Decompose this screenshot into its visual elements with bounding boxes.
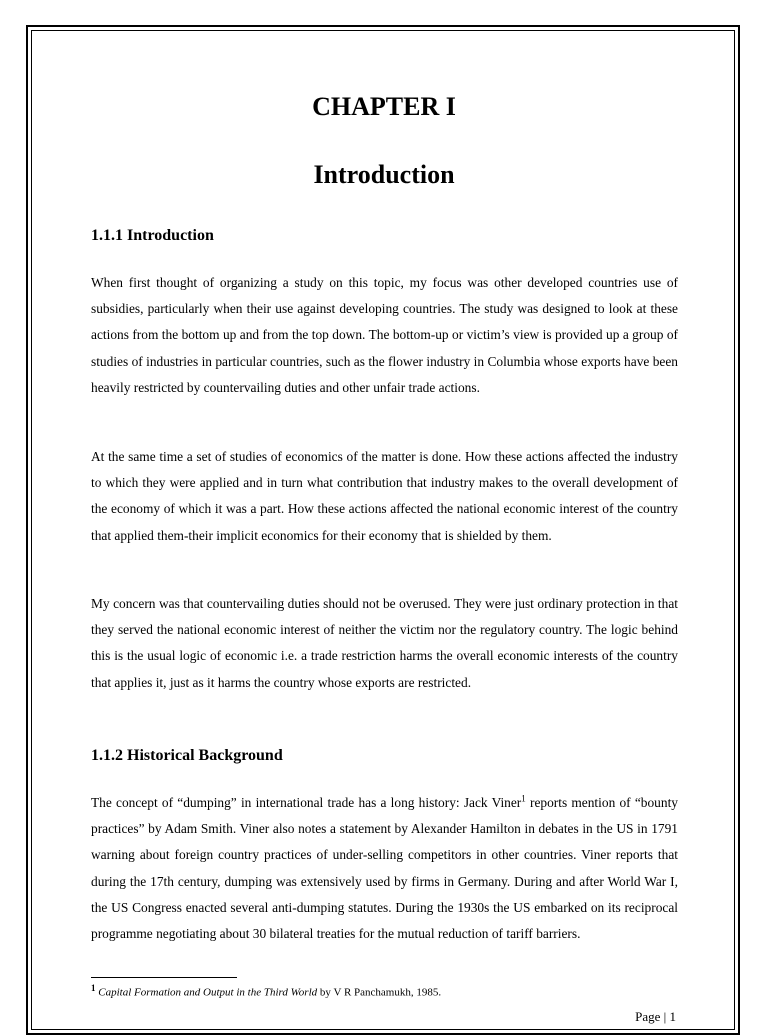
section-heading-historical-background: 1.1.2 Historical Background	[91, 747, 283, 764]
paragraph-history-1	[91, 790, 678, 947]
section-heading-introduction: 1.1.1 Introduction	[91, 227, 214, 244]
footnote-divider	[91, 977, 237, 978]
footnote-reference[interactable]: 1	[521, 793, 526, 804]
paragraph-history-text-start: The concept of “dumping” in international trade has a long history: Jack Viner	[91, 795, 522, 810]
chapter-title: Introduction	[313, 160, 455, 189]
footnote-book-title: Capital Formation and Output in the Third World	[98, 986, 318, 999]
footnote	[91, 980, 441, 1001]
paragraph-intro-1: When first thought of organizing a study on this topic, my focus was other developed countries use of subsidies, particularly when their use against developing countries. The study was designed to look at these actions from the bottom up and from the top down. The bottom-up or victim’s view is provided up a group of studies of industries in particular countries, such as the flower industry in Columbia whose exports have been heavily restricted by countervailing duties and other unfair trade actions.	[91, 275, 678, 395]
paragraph-intro-3: My concern was that countervailing duties should not be overused. They were just ordinary protection in that they served the national economic interest of neither the victim nor the regulatory country. The logic behind this is the usual logic of economic i.e. a trade restriction harms the overall economic interests of the country that applies it, just as it harms the country whose exports are restricted.	[91, 596, 678, 690]
paragraph-intro-2: At the same time a set of studies of economics of the matter is done. How these actions affected the industry to which they were applied and in turn what contribution that industry makes to the overall development of the economy of which it was a part. How these actions affected the national economic interest of the country that applied them-their implicit economics for their economy that is shielded by them.	[91, 449, 678, 543]
footnote-citation: by V R Panchamukh, 1985.	[317, 986, 442, 999]
page-number: Page | 1	[635, 1009, 676, 1024]
footnote-mark: 1	[91, 983, 96, 993]
chapter-label: CHAPTER I	[312, 92, 456, 121]
paragraph-history-text-end: reports mention of “bounty practices” by Adam Smith. Viner also notes a statement by Alexander Hamilton in debates in the US in 1791 warning about foreign country practices of under-selling competitors in other countries. Viner reports that during the 17th century, dumping was extensively used by firms in Germany. During and after World War I, the US Congress enacted several anti-dumping statutes. During the 1930s the US embarked on its reciprocal programme negotiating about 30 bilateral treaties for the mutual reduction of tariff barriers.	[91, 795, 678, 942]
